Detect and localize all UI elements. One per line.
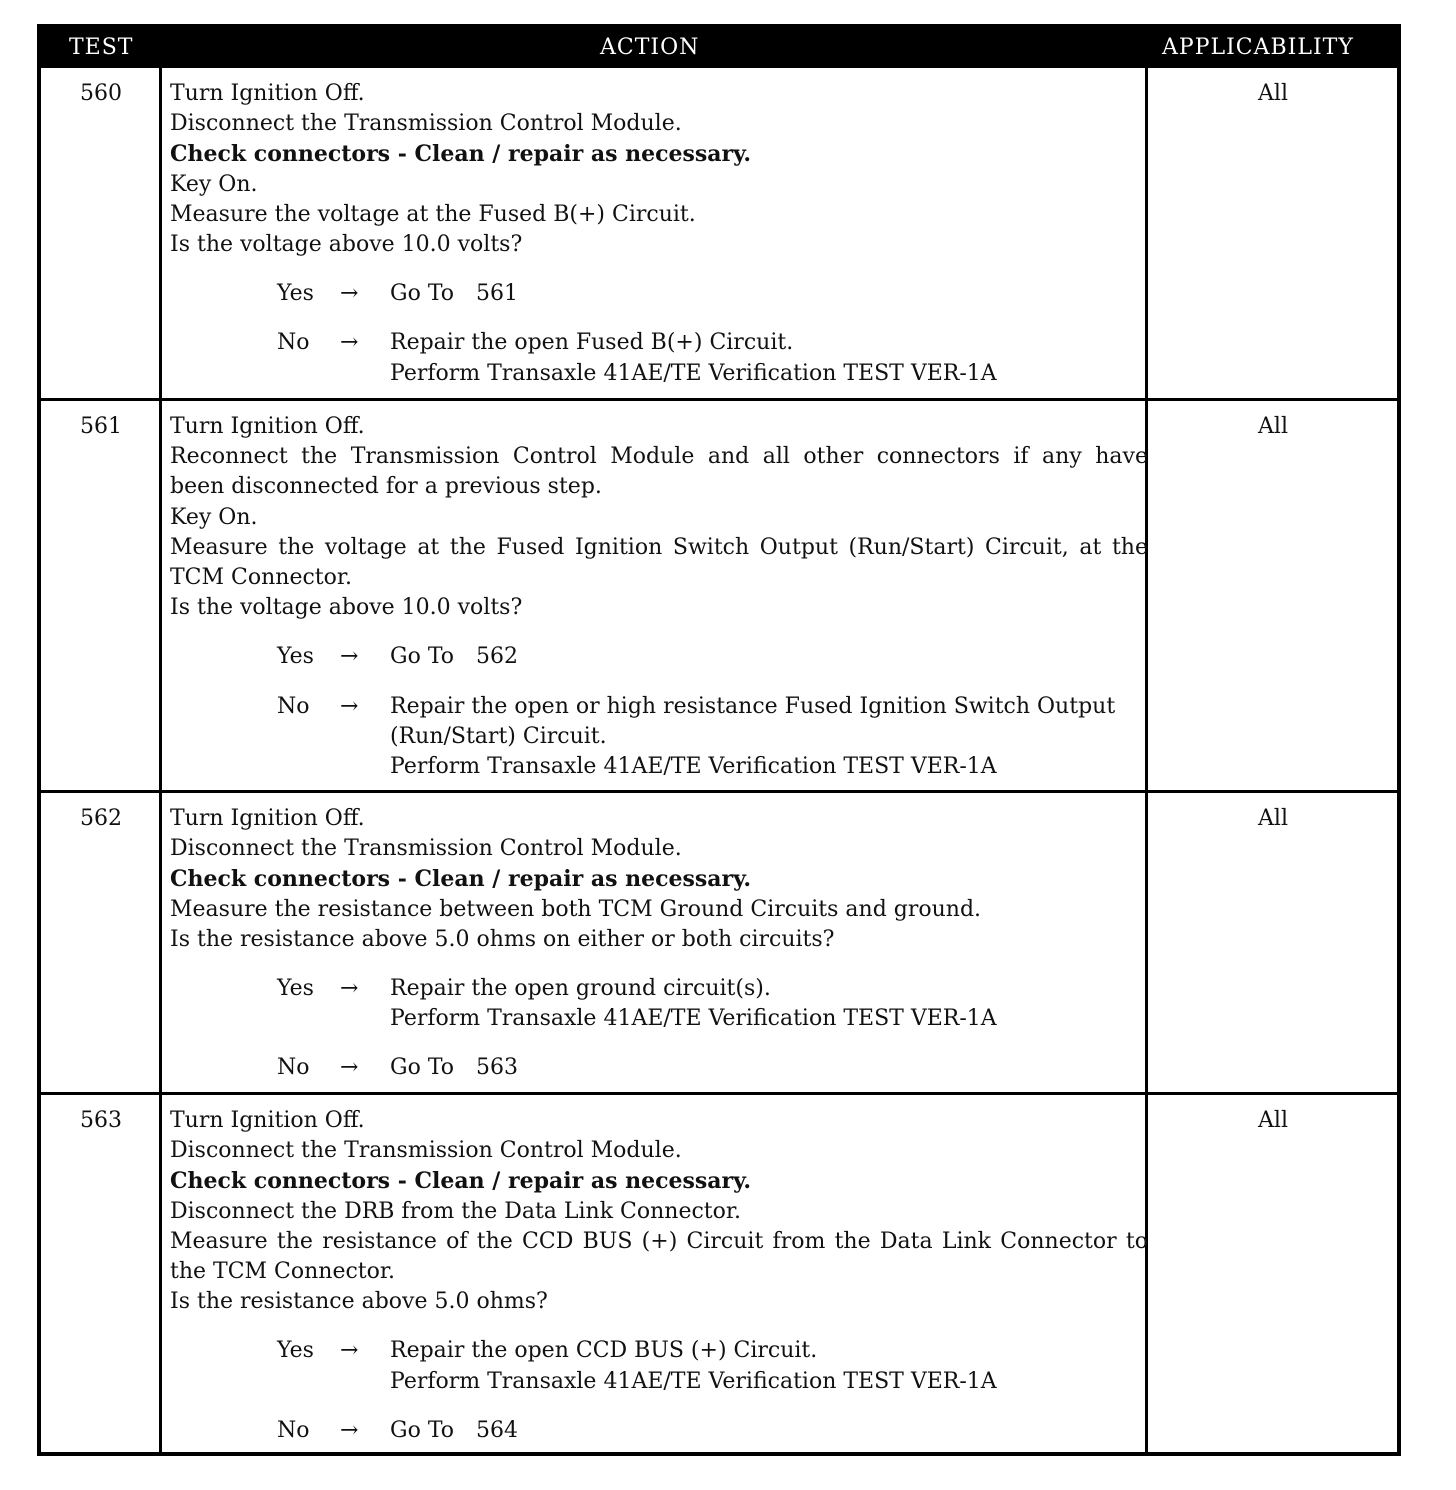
table-row — [41, 398, 1397, 790]
step-line: Key On. — [170, 504, 258, 530]
branch-result — [390, 974, 1148, 1034]
step-line: Turn Ignition Off. — [170, 1108, 365, 1133]
table-row — [41, 68, 1397, 398]
goto-label: Go To — [390, 1417, 455, 1443]
branch-result — [390, 1336, 1148, 1396]
step-line: Is the voltage above 10.0 volts? — [170, 232, 523, 258]
branch-result — [390, 279, 1148, 309]
arrow-right-icon: → — [340, 1338, 359, 1364]
applicability-value: All — [1258, 806, 1288, 831]
diagnostic-test-table — [37, 24, 1401, 1456]
no-label: No — [277, 693, 310, 719]
step-line-emphasis: Check connectors - Clean / repair as necessary. — [170, 866, 752, 893]
action-steps — [170, 79, 1148, 389]
step-line: Is the resistance above 5.0 ohms? — [170, 1289, 548, 1315]
step-line: Is the voltage above 10.0 volts? — [170, 595, 523, 621]
arrow-right-icon: → — [340, 976, 359, 1002]
header-applicability: APPLICABILITY — [1162, 35, 1354, 60]
result-line: Repair the open CCD BUS (+) Circuit. — [390, 1338, 818, 1364]
yes-branch — [277, 974, 1148, 1034]
yes-branch — [277, 642, 1148, 672]
no-label: No — [277, 330, 310, 356]
step-line: Turn Ignition Off. — [170, 414, 365, 439]
result-line: Repair the open Fused B(+) Circuit. — [390, 330, 794, 356]
test-number: 560 — [80, 81, 122, 106]
branch-result — [390, 328, 1148, 388]
step-line: Disconnect the Transmission Control Module. — [170, 1138, 682, 1164]
no-branch — [277, 1053, 1148, 1083]
yes-branch — [277, 1336, 1148, 1396]
yes-label: Yes — [277, 644, 314, 670]
branch-result — [390, 1416, 1148, 1446]
action-steps — [170, 804, 1148, 1084]
goto-target: 563 — [476, 1055, 519, 1081]
step-line: Turn Ignition Off. — [170, 81, 365, 106]
result-line: Perform Transaxle 41AE/TE Verification TEST VER-1A — [390, 1368, 997, 1394]
goto-target: 561 — [476, 281, 519, 307]
goto-label: Go To — [390, 281, 455, 307]
goto-target: 562 — [476, 644, 519, 670]
arrow-right-icon: → — [340, 1055, 359, 1081]
step-line: been disconnected for a previous step. — [170, 474, 602, 500]
step-line: Is the resistance above 5.0 ohms on either or both circuits? — [170, 926, 835, 952]
applicability-value: All — [1258, 81, 1288, 106]
no-branch — [277, 328, 1148, 388]
result-line: Repair the open or high resistance Fused Ignition Switch Output — [390, 693, 1116, 719]
branch-result — [390, 1053, 1148, 1083]
table-header — [41, 28, 1397, 68]
result-line: Repair the open ground circuit(s). — [390, 976, 771, 1002]
arrow-right-icon: → — [340, 644, 359, 670]
step-line-emphasis: Check connectors - Clean / repair as necessary. — [170, 141, 752, 168]
step-line: Turn Ignition Off. — [170, 806, 365, 831]
arrow-right-icon: → — [340, 693, 359, 719]
step-line: TCM Connector. — [170, 565, 352, 591]
yes-branch — [277, 279, 1148, 309]
step-line: Disconnect the Transmission Control Module. — [170, 836, 682, 862]
table-row — [41, 1092, 1397, 1452]
no-label: No — [277, 1055, 310, 1081]
result-line: Perform Transaxle 41AE/TE Verification TEST VER-1A — [390, 360, 997, 386]
header-test: TEST — [69, 35, 134, 60]
yes-label: Yes — [277, 976, 314, 1002]
test-number: 562 — [80, 806, 122, 831]
no-branch — [277, 1416, 1148, 1446]
action-steps — [170, 412, 1148, 782]
goto-label: Go To — [390, 644, 455, 670]
step-line: Disconnect the Transmission Control Module. — [170, 111, 682, 137]
step-line: Measure the resistance of the CCD BUS (+) Circuit from the Data Link Connector to — [170, 1228, 1148, 1254]
arrow-right-icon: → — [340, 330, 359, 356]
result-line: (Run/Start) Circuit. — [390, 723, 607, 749]
goto-label: Go To — [390, 1055, 455, 1081]
result-line: Perform Transaxle 41AE/TE Verification TEST VER-1A — [390, 754, 997, 780]
yes-label: Yes — [277, 281, 314, 307]
applicability-value: All — [1258, 414, 1288, 439]
arrow-right-icon: → — [340, 1417, 359, 1443]
step-line: Disconnect the DRB from the Data Link Connector. — [170, 1198, 741, 1224]
branch-result — [390, 642, 1148, 672]
yes-label: Yes — [277, 1338, 314, 1364]
goto-target: 564 — [476, 1417, 519, 1443]
step-line-emphasis: Check connectors - Clean / repair as necessary. — [170, 1168, 752, 1195]
no-label: No — [277, 1417, 310, 1443]
applicability-value: All — [1258, 1108, 1288, 1133]
header-action: ACTION — [600, 35, 700, 60]
step-line: Measure the voltage at the Fused Ignition Switch Output (Run/Start) Circuit, at the — [170, 534, 1148, 560]
step-line: the TCM Connector. — [170, 1259, 395, 1285]
table-row — [41, 790, 1397, 1092]
step-line: Key On. — [170, 171, 258, 197]
result-line: Perform Transaxle 41AE/TE Verification TEST VER-1A — [390, 1006, 997, 1032]
step-line: Measure the voltage at the Fused B(+) Circuit. — [170, 201, 696, 227]
test-number: 563 — [80, 1108, 122, 1133]
action-steps — [170, 1106, 1148, 1446]
branch-result — [390, 692, 1148, 783]
test-number: 561 — [80, 414, 122, 439]
step-line: Reconnect the Transmission Control Module and all other connectors if any have — [170, 444, 1148, 470]
step-line: Measure the resistance between both TCM Ground Circuits and ground. — [170, 896, 982, 922]
arrow-right-icon: → — [340, 281, 359, 307]
no-branch — [277, 692, 1148, 783]
